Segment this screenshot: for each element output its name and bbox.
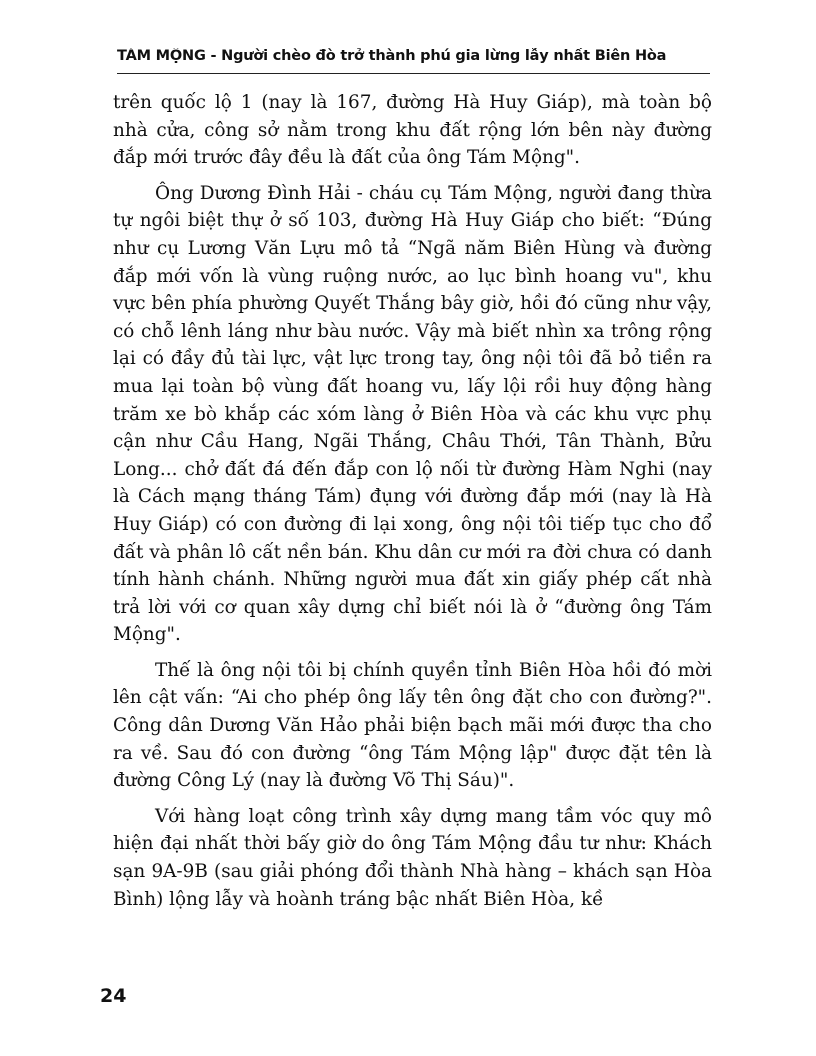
header-rule (117, 73, 710, 74)
page-number: 24 (100, 985, 127, 1007)
paragraph-continuation: trên quốc lộ 1 (nay là 167, đường Hà Huy Giáp), mà toàn bộ nhà cửa, công sở nằm trong khu đất rộng lớn bên này đường đắp mới trước đây đều là đất của ông Tám Mộng". (113, 92, 712, 169)
paragraph-duong-dinh-hai-quote: Ông Dương Đình Hải - cháu cụ Tám Mộng, người đang thừa tự ngôi biệt thự ở số 103, đường Hà Huy Giáp cho biết: “Đúng như cụ Lương Văn Lựu mô tả “Ngã năm Biên Hùng và đường đắp mới vốn là vùng ruộng nước, ao lục bình hoang vu", khu vực bên phía phường Quyết Thắng bây giờ, hồi đó cũng như vậy, có chỗ lênh láng như bàu nước. Vậy mà biết nhìn xa trông rộng lại có đầy đủ tài lực, vật lực trong tay, ông nội tôi đã bỏ tiền ra mua lại toàn bộ vùng đất hoang vu, lấy lội rồi huy động hàng trăm xe bò khắp các xóm làng ở Biên Hòa và các khu vực phụ cận như Cầu Hang, Ngãi Thắng, Châu Thới, Tân Thành, Bửu Long... chở đất đá đến đắp con lộ nối từ đường Hàm Nghi (nay là Cách mạng tháng Tám) đụng với đường đắp mới (nay là Hà Huy Giáp) có con đường đi lại xong, ông nội tôi tiếp tục cho đổ đất và phân lô cất nền bán. Khu dân cư mới ra đời chưa có danh tính hành chánh. Những người mua đất xin giấy phép cất nhà trả lời với cơ quan xây dựng chỉ biết nói là ở “đường ông Tám Mộng". (113, 182, 712, 646)
running-header: TÁM MỘNG - Người chèo đò trở thành phú gia lừng lẫy nhất Biên Hòa (117, 48, 667, 64)
body-text (113, 89, 712, 913)
paragraph-cat-van: Thế là ông nội tôi bị chính quyền tỉnh Biên Hòa hồi đó mời lên cật vấn: “Ai cho phép ông lấy tên ông đặt cho con đường?". Công dân Dương Văn Hảo phải biện bạch mãi mới được tha cho ra về. Sau đó con đường “ông Tám Mộng lập" được đặt tên là đường Công Lý (nay là đường Võ Thị Sáu)". (113, 659, 712, 792)
paragraph-cong-trinh: Với hàng loạt công trình xây dựng mang tầm vóc quy mô hiện đại nhất thời bấy giờ do ông Tám Mộng đầu tư như: Khách sạn 9A-9B (sau giải phóng đổi thành Nhà hàng – khách sạn Hòa Bình) lộng lẫy và hoành tráng bậc nhất Biên Hòa, kề (113, 805, 712, 910)
